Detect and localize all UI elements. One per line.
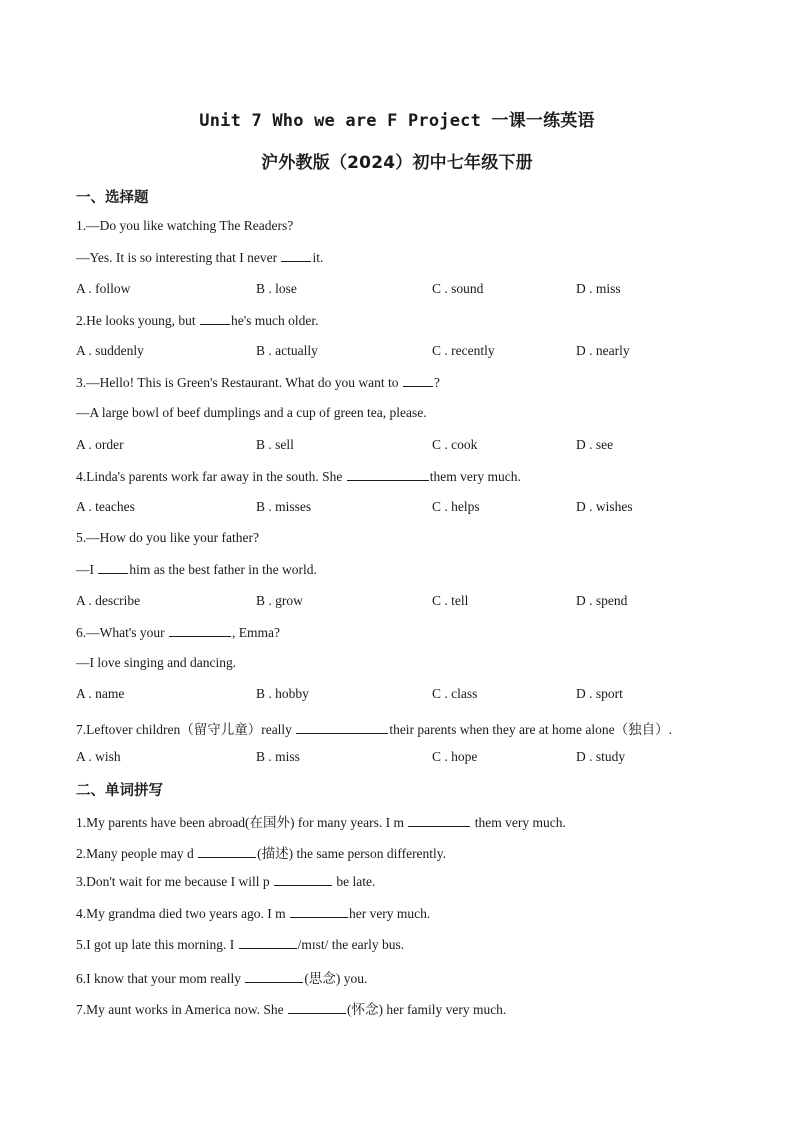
question-3-option-d: D . see (576, 437, 614, 452)
spelling-question-1 (76, 811, 566, 831)
question-text: them very much. (471, 815, 566, 830)
question-text: —Yes. It is so interesting that I never (76, 250, 281, 265)
section-heading-word-spelling: 二、单词拼写 (76, 783, 163, 799)
question-7-line (76, 718, 672, 738)
question-3-line-b: —A large bowl of beef dumplings and a cup of green tea, please. (76, 405, 427, 420)
question-6-option-d: D . sport (576, 686, 623, 701)
question-5-option-d: D . spend (576, 593, 628, 608)
question-7-option-a: A . wish (76, 749, 121, 764)
question-text: /mɪst/ the early bus. (297, 937, 405, 952)
question-text: them very much. (429, 469, 521, 484)
question-text: be late. (333, 874, 376, 889)
answer-blank (408, 814, 470, 827)
question-6-line-a (76, 624, 280, 641)
question-text: 4.My grandma died two years ago. I m (76, 906, 289, 921)
spelling-question-2 (76, 842, 446, 862)
answer-blank (403, 374, 433, 387)
question-text: 4.Linda's parents work far away in the south. She (76, 469, 346, 484)
answer-blank (296, 721, 388, 734)
document-title: Unit 7 Who we are F Project 一课一练英语 (199, 111, 595, 131)
question-text: 2.Many people may d (76, 846, 198, 861)
question-text: ? (433, 375, 440, 390)
question-2-option-d: D . nearly (576, 343, 630, 358)
question-2-line (76, 312, 319, 329)
question-text: (思念) you. (304, 971, 368, 986)
question-2-option-a: A . suddenly (76, 343, 144, 358)
question-1-line-b (76, 249, 323, 266)
spelling-question-6 (76, 967, 367, 987)
question-4-option-c: C . helps (432, 499, 480, 514)
question-text: 1.My parents have been abroad(在国外) for many years. I m (76, 815, 408, 830)
question-text: (描述) the same person differently. (257, 846, 447, 861)
question-5-line-b (76, 561, 317, 578)
question-4-option-d: D . wishes (576, 499, 633, 514)
question-text: him as the best father in the world. (129, 562, 317, 577)
question-text: their parents when they are at home alone（独自）. (389, 722, 672, 737)
question-7-option-d: D . study (576, 749, 626, 764)
question-text: (怀念) her family very much. (346, 1002, 507, 1017)
question-2-option-b: B . actually (256, 343, 318, 358)
answer-blank (347, 468, 429, 481)
question-text: 2.He looks young, but (76, 313, 199, 328)
question-text: 3.—Hello! This is Green's Restaurant. What do you want to (76, 375, 402, 390)
spelling-question-3 (76, 873, 375, 890)
question-1-option-d: D . miss (576, 281, 621, 296)
answer-blank (98, 561, 128, 574)
question-4-option-b: B . misses (256, 499, 312, 514)
answer-blank (198, 845, 256, 858)
question-5-line-a: 5.—How do you like your father? (76, 530, 259, 545)
question-3-option-c: C . cook (432, 437, 478, 452)
question-1-option-c: C . sound (432, 281, 484, 296)
answer-blank (274, 873, 332, 886)
question-text: it. (312, 250, 324, 265)
answer-blank (169, 624, 231, 637)
answer-blank (200, 312, 230, 325)
question-1-option-b: B . lose (256, 281, 297, 296)
question-text: 3.Don't wait for me because I will p (76, 874, 274, 889)
answer-blank (245, 970, 303, 983)
question-5-option-a: A . describe (76, 593, 141, 608)
document-subtitle: 沪外教版（2024）初中七年级下册 (261, 153, 533, 173)
question-text: 7.My aunt works in America now. She (76, 1002, 287, 1017)
question-3-line-a (76, 374, 440, 391)
question-text: her very much. (348, 906, 431, 921)
question-4-option-a: A . teaches (76, 499, 135, 514)
question-text: 7.Leftover children（留守儿童）really (76, 722, 296, 737)
answer-blank (281, 249, 311, 262)
question-7-option-b: B . miss (256, 749, 300, 764)
question-text: 5.I got up late this morning. I (76, 937, 238, 952)
spelling-question-7 (76, 998, 506, 1018)
question-5-option-b: B . grow (256, 593, 303, 608)
answer-blank (288, 1001, 346, 1014)
question-1-option-a: A . follow (76, 281, 131, 296)
question-5-option-c: C . tell (432, 593, 469, 608)
question-2-option-c: C . recently (432, 343, 495, 358)
question-6-option-c: C . class (432, 686, 478, 701)
question-1-line-a: 1.—Do you like watching The Readers? (76, 218, 294, 233)
question-7-option-c: C . hope (432, 749, 478, 764)
answer-blank (290, 905, 348, 918)
question-3-option-a: A . order (76, 437, 124, 452)
question-text: —I (76, 562, 98, 577)
question-3-option-b: B . sell (256, 437, 294, 452)
question-text: 6.—What's your (76, 625, 169, 640)
spelling-question-4 (76, 905, 430, 922)
question-text: 6.I know that your mom really (76, 971, 245, 986)
spelling-question-5 (76, 936, 404, 953)
answer-blank (239, 936, 297, 949)
question-4-line (76, 468, 521, 485)
section-heading-multiple-choice: 一、选择题 (76, 190, 149, 206)
question-6-option-a: A . name (76, 686, 125, 701)
question-text: , Emma? (232, 625, 281, 640)
question-6-option-b: B . hobby (256, 686, 309, 701)
question-text: he's much older. (231, 313, 319, 328)
question-6-line-b: —I love singing and dancing. (76, 655, 237, 670)
